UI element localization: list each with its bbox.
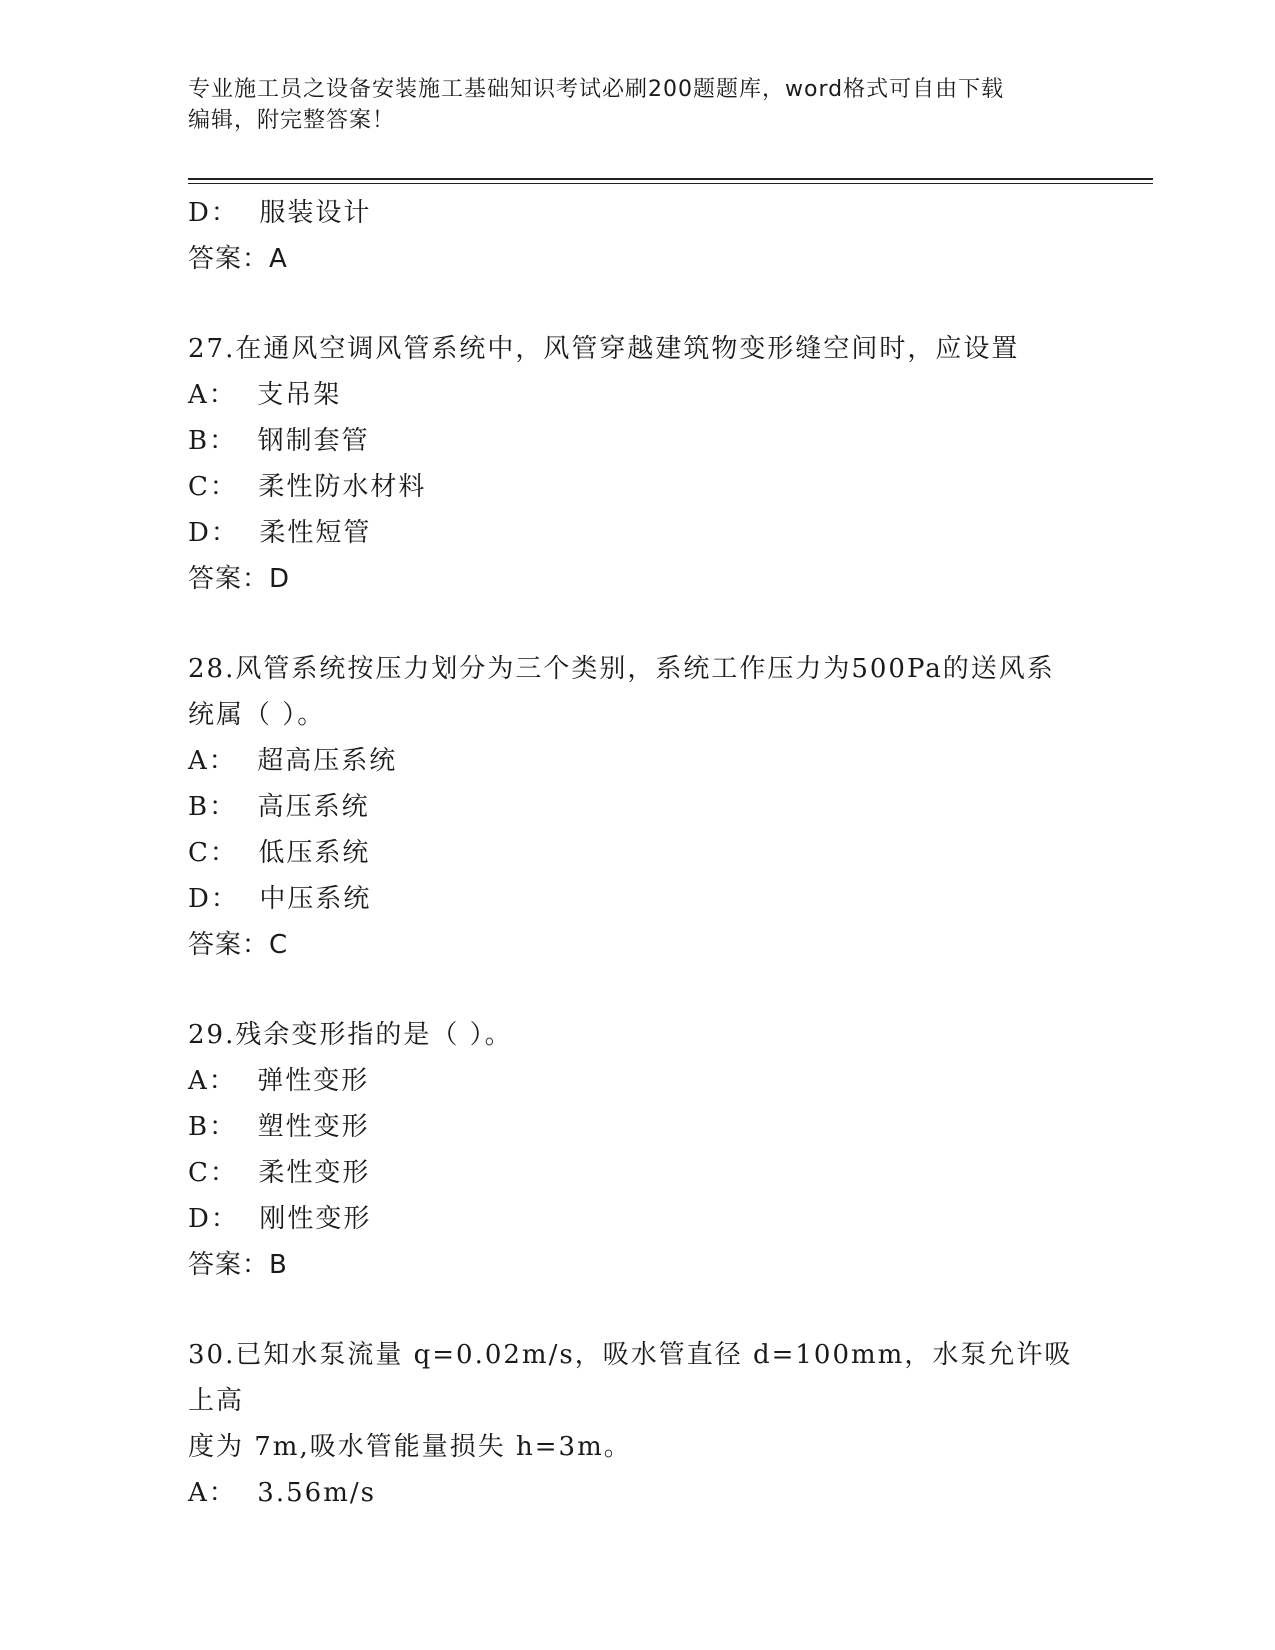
option-a: A： 支吊架 — [188, 380, 342, 410]
question-30 — [188, 1332, 1088, 1516]
question-text-line-1: 28.风管系统按压力划分为三个类别，系统工作压力为500Pa的送风系 — [188, 654, 1055, 684]
document-header — [188, 74, 1088, 136]
header-divider-thick — [188, 178, 1153, 180]
question-29 — [188, 1012, 1088, 1288]
header-divider-thin — [188, 183, 1153, 184]
answer-line: 答案：B — [188, 1250, 288, 1280]
question-text-line-1: 30.已知水泵流量 q=0.02m/s，吸水管直径 d=100mm，水泵允许吸上高 — [188, 1340, 1073, 1416]
document-body — [188, 190, 1088, 1516]
question-text-line-2: 度为 7m,吸水管能量损失 h=3m。 — [188, 1432, 632, 1462]
option-d: D： 中压系统 — [188, 884, 372, 914]
option-b: B： 塑性变形 — [188, 1112, 370, 1142]
option-a: A： 弹性变形 — [188, 1066, 370, 1096]
prev-question-tail — [188, 190, 1088, 282]
answer-line: 答案：A — [188, 244, 288, 274]
option-c: C： 柔性防水材料 — [188, 472, 427, 502]
option-b: B： 钢制套管 — [188, 426, 370, 456]
option-d: D： 柔性短管 — [188, 518, 372, 548]
option-d: D： 服装设计 — [188, 198, 372, 228]
option-d: D： 刚性变形 — [188, 1204, 372, 1234]
header-line-1: 专业施工员之设备安装施工基础知识考试必刷200题题库，word格式可自由下载 — [188, 77, 1005, 102]
question-text-line-2: 统属（ ）。 — [188, 700, 326, 730]
option-a: A： 超高压系统 — [188, 746, 398, 776]
header-line-2: 编辑，附完整答案！ — [188, 108, 396, 133]
question-text: 29.残余变形指的是（ ）。 — [188, 1020, 513, 1050]
question-27 — [188, 326, 1088, 602]
question-28 — [188, 646, 1088, 968]
answer-line: 答案：C — [188, 930, 289, 960]
option-c: C： 低压系统 — [188, 838, 371, 868]
option-a: A： 3.56m/s — [188, 1478, 376, 1508]
answer-line: 答案：D — [188, 564, 291, 594]
option-c: C： 柔性变形 — [188, 1158, 371, 1188]
option-b: B： 高压系统 — [188, 792, 370, 822]
question-text: 27.在通风空调风管系统中，风管穿越建筑物变形缝空间时，应设置 — [188, 334, 1020, 364]
